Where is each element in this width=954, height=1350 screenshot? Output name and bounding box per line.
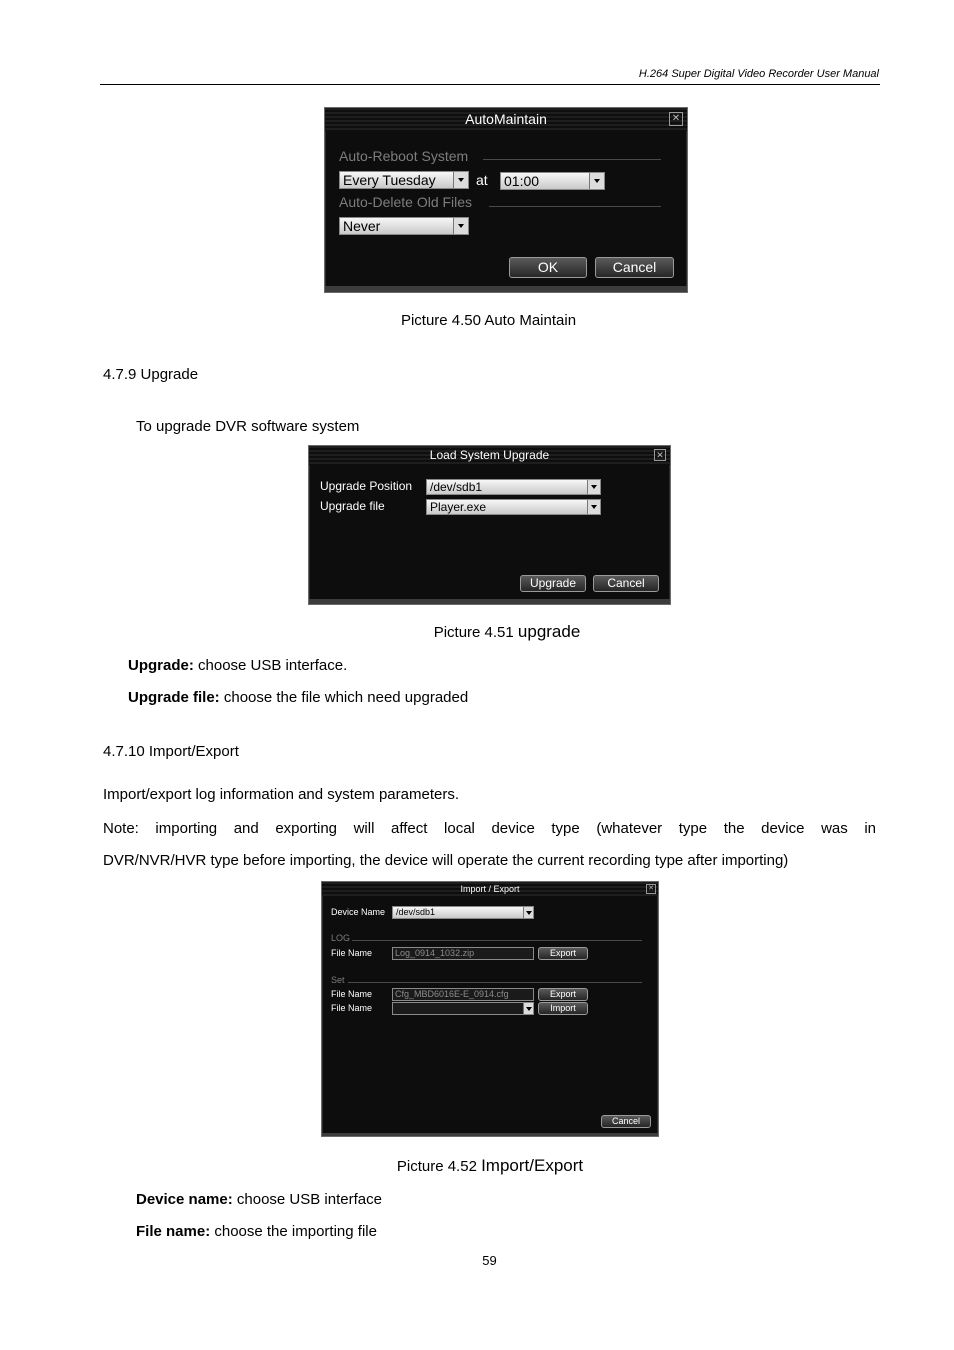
- definition-desc: choose the importing file: [210, 1223, 377, 1240]
- log-file-name-field[interactable]: Log_0914_1032.zip: [392, 947, 534, 960]
- close-icon[interactable]: ✕: [669, 112, 683, 126]
- device-name-label: Device Name: [331, 907, 386, 917]
- chevron-down-icon: [589, 173, 604, 189]
- ok-button[interactable]: OK: [509, 257, 587, 278]
- definition-desc: choose the file which need upgraded: [219, 689, 469, 706]
- log-export-button[interactable]: Export: [538, 947, 588, 960]
- running-header: H.264 Super Digital Video Recorder User Manual: [638, 68, 879, 80]
- reboot-time-select[interactable]: [500, 172, 605, 190]
- dialog-title: AutoMaintain: [325, 108, 687, 131]
- chevron-down-icon: [587, 480, 600, 494]
- caption-name: Import/Export: [481, 1156, 584, 1175]
- caption-4-52: [0, 1156, 954, 1176]
- definition-device-name: [136, 1191, 382, 1208]
- reboot-time-value: 01:00: [504, 173, 540, 189]
- upgrade-position-value: /dev/sdb1: [430, 480, 483, 494]
- cancel-button[interactable]: Cancel: [601, 1115, 651, 1128]
- set-file-name-field[interactable]: Cfg_MBD6016E-E_0914.cfg: [392, 988, 534, 1001]
- section-heading-import-export: 4.7.10 Import/Export: [103, 743, 239, 760]
- close-icon[interactable]: ✕: [654, 449, 666, 461]
- import-file-name-label: File Name: [331, 1003, 373, 1013]
- auto-delete-value: Never: [343, 218, 381, 234]
- auto-delete-select[interactable]: [339, 217, 469, 235]
- upgrade-file-select[interactable]: [426, 499, 601, 515]
- dialog-bottom-bar: [309, 599, 670, 604]
- log-group-label: LOG: [331, 933, 351, 943]
- dialog-bottom-bar: [325, 286, 687, 292]
- reboot-day-select[interactable]: [339, 171, 469, 189]
- caption-4-51: [0, 622, 954, 642]
- dialog-title: Import / Export: [322, 882, 658, 896]
- group-divider: [352, 940, 642, 941]
- upgrade-button[interactable]: Upgrade: [520, 575, 586, 592]
- upgrade-file-label: Upgrade file: [320, 499, 385, 513]
- reboot-day-value: Every Tuesday: [343, 172, 436, 188]
- import-export-dialog: [321, 881, 659, 1137]
- set-file-name-label: File Name: [331, 989, 373, 999]
- cancel-button[interactable]: Cancel: [595, 257, 674, 278]
- group-divider: [348, 982, 642, 983]
- chevron-down-icon: [523, 907, 533, 918]
- chevron-down-icon: [453, 218, 468, 234]
- caption-prefix: Picture 4.52: [396, 1158, 477, 1175]
- definition-term: File name:: [136, 1223, 211, 1240]
- import-note-line-2: DVR/NVR/HVR type before importing, the device will operate the current recording type after importing): [103, 852, 789, 869]
- dialog-title: Load System Upgrade: [309, 446, 670, 465]
- set-group-label: Set: [331, 975, 345, 985]
- definition-term: Upgrade:: [128, 657, 194, 674]
- load-system-upgrade-dialog: [308, 445, 671, 605]
- cancel-button[interactable]: Cancel: [593, 575, 659, 592]
- definition-upgrade: [128, 657, 347, 674]
- close-icon[interactable]: ✕: [646, 884, 656, 894]
- caption-prefix: Picture 4.51: [433, 624, 514, 641]
- device-name-select[interactable]: [392, 906, 534, 919]
- definition-file-name: [136, 1223, 377, 1240]
- at-label: at: [476, 172, 488, 188]
- definition-desc: choose USB interface.: [193, 657, 348, 674]
- upgrade-position-label: Upgrade Position: [320, 479, 413, 493]
- import-button[interactable]: Import: [538, 1002, 588, 1015]
- dialog-bottom-bar: [322, 1133, 658, 1136]
- log-file-name-label: File Name: [331, 948, 373, 958]
- auto-maintain-dialog: [324, 107, 688, 293]
- caption-name: upgrade: [517, 622, 581, 641]
- section-heading-upgrade: 4.7.9 Upgrade: [103, 366, 199, 383]
- import-file-select[interactable]: [392, 1002, 534, 1015]
- chevron-down-icon: [453, 172, 468, 188]
- import-note-line-1: Note: importing and exporting will affect local device type (whatever type the device was in: [103, 820, 876, 837]
- definition-term: Device name:: [136, 1191, 233, 1208]
- page-number: 59: [482, 1253, 497, 1268]
- group-divider: [489, 206, 661, 207]
- upgrade-file-value: Player.exe: [430, 500, 487, 514]
- definition-term: Upgrade file:: [128, 689, 220, 706]
- group-divider: [483, 159, 661, 160]
- definition-upgrade-file: [128, 689, 468, 706]
- definition-desc: choose USB interface: [232, 1191, 382, 1208]
- upgrade-position-select[interactable]: [426, 479, 601, 495]
- auto-reboot-group-label: Auto-Reboot System: [339, 148, 469, 164]
- auto-delete-group-label: Auto-Delete Old Files: [339, 194, 473, 210]
- import-export-intro: Import/export log information and system parameters.: [103, 786, 459, 803]
- set-export-button[interactable]: Export: [538, 988, 588, 1001]
- chevron-down-icon: [523, 1003, 533, 1014]
- header-rule: [100, 84, 880, 85]
- caption-4-50: Picture 4.50 Auto Maintain: [400, 312, 577, 329]
- chevron-down-icon: [587, 500, 600, 514]
- upgrade-intro: To upgrade DVR software system: [136, 418, 360, 435]
- device-name-value: /dev/sdb1: [396, 907, 436, 917]
